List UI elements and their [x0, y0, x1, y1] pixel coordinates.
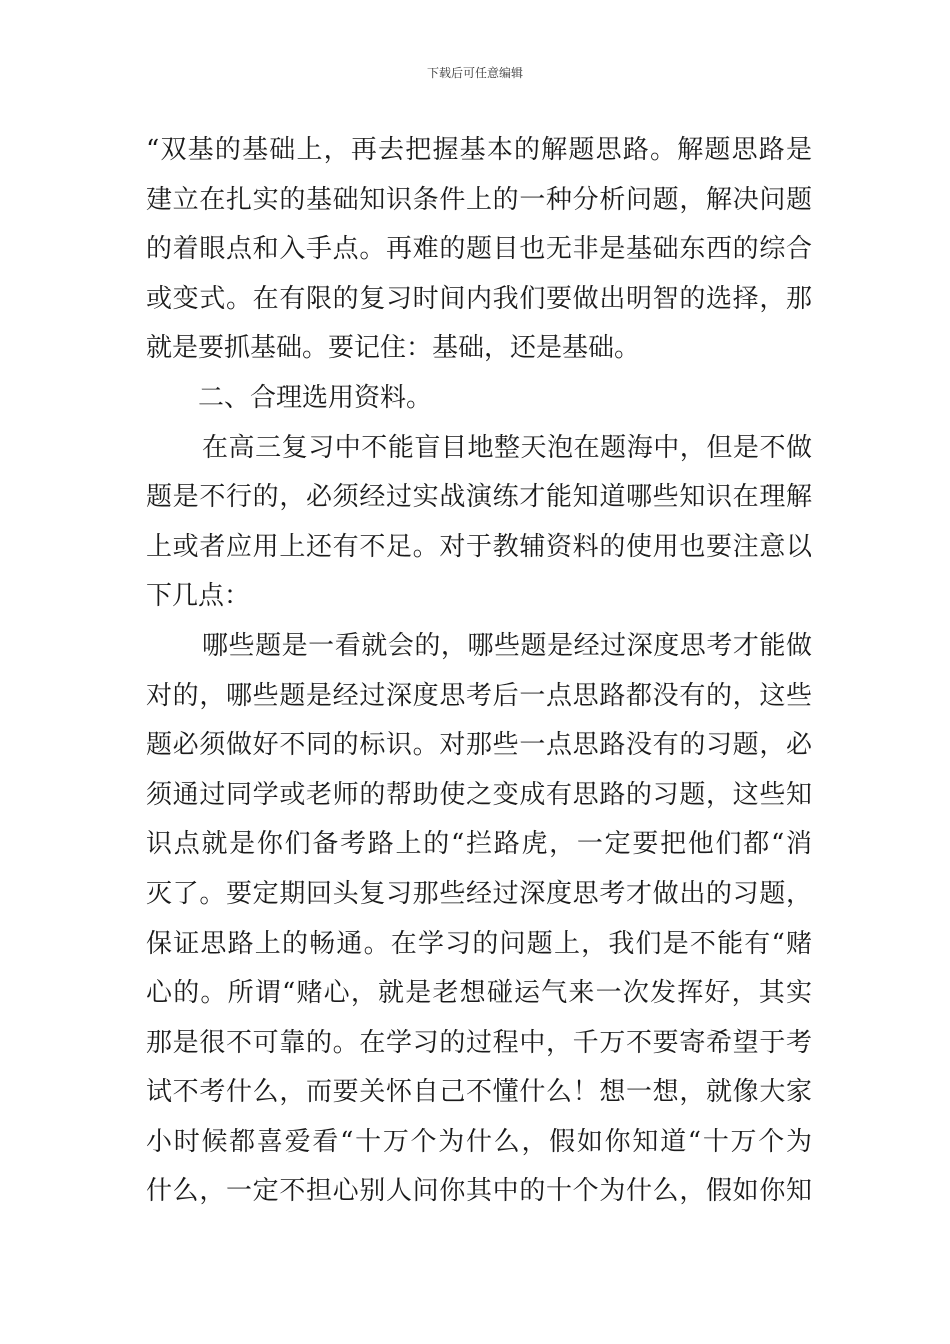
text-line: 的着眼点和入手点。再难的题目也无非是基础东西的综合	[146, 234, 812, 265]
paragraph-start: 哪些题是一看就会的，哪些题是经过深度思考才能做	[202, 630, 812, 661]
text-line: 灭了。要定期回头复习那些经过深度思考才做出的习题，	[146, 878, 812, 909]
text-line: 对的，哪些题是经过深度思考后一点思路都没有的，这些	[146, 680, 812, 711]
text-line: “双基的基础上，再去把握基本的解题思路。解题思路是	[146, 135, 812, 165]
text-line: 心的。所谓“赌心，就是老想碰运气来一次发挥好，其实	[146, 978, 812, 1009]
text-line: 什么，一定不担心别人问你其中的十个为什么，假如你知	[146, 1176, 812, 1207]
text-line: 或变式。在有限的复习时间内我们要做出明智的选择，那	[146, 283, 812, 314]
text-line: 小时候都喜爱看“十万个为什么，假如你知道“十万个为	[146, 1126, 812, 1157]
text-line: 就是要抓基础。要记住：基础，还是基础。	[146, 333, 641, 364]
text-line: 上或者应用上还有不足。对于教辅资料的使用也要注意以	[146, 531, 812, 562]
text-line: 识点就是你们备考路上的“拦路虎，一定要把他们都“消	[146, 829, 812, 860]
text-line: 试不考什么，而要关怀自己不懂什么！想一想，就像大家	[146, 1077, 812, 1108]
section-heading: 二、合理选用资料。	[198, 382, 433, 413]
text-line: 题是不行的，必须经过实战演练才能知道哪些知识在理解	[146, 482, 812, 513]
text-line: 建立在扎实的基础知识条件上的一种分析问题，解决问题	[146, 184, 812, 215]
document-body	[146, 126, 812, 1217]
text-line: 下几点：	[146, 581, 251, 612]
text-line: 须通过同学或老师的帮助使之变成有思路的习题，这些知	[146, 779, 812, 810]
paragraph-start: 在高三复习中不能盲目地整天泡在题海中，但是不做	[202, 432, 812, 463]
page-header: 下载后可任意编辑	[426, 66, 523, 80]
text-line: 保证思路上的畅通。在学习的问题上，我们是不能有“赌	[146, 928, 812, 959]
text-line: 题必须做好不同的标识。对那些一点思路没有的习题，必	[146, 730, 812, 761]
text-line: 那是很不可靠的。在学习的过程中，千万不要寄希望于考	[146, 1027, 812, 1058]
